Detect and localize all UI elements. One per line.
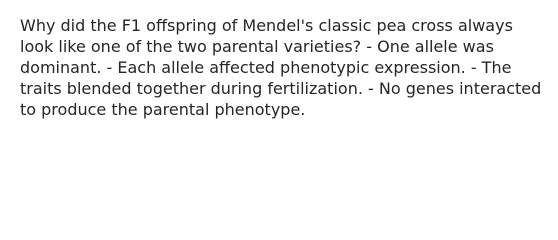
- question-text: Why did the F1 offspring of Mendel's classic pea cross always look like one of the two parental varieties? - One allele was dominant. - Each allele affected phenotypic expression. - The traits blended together during fertilization. - No genes interacted to produce the parental phenotype.: [20, 16, 542, 119]
